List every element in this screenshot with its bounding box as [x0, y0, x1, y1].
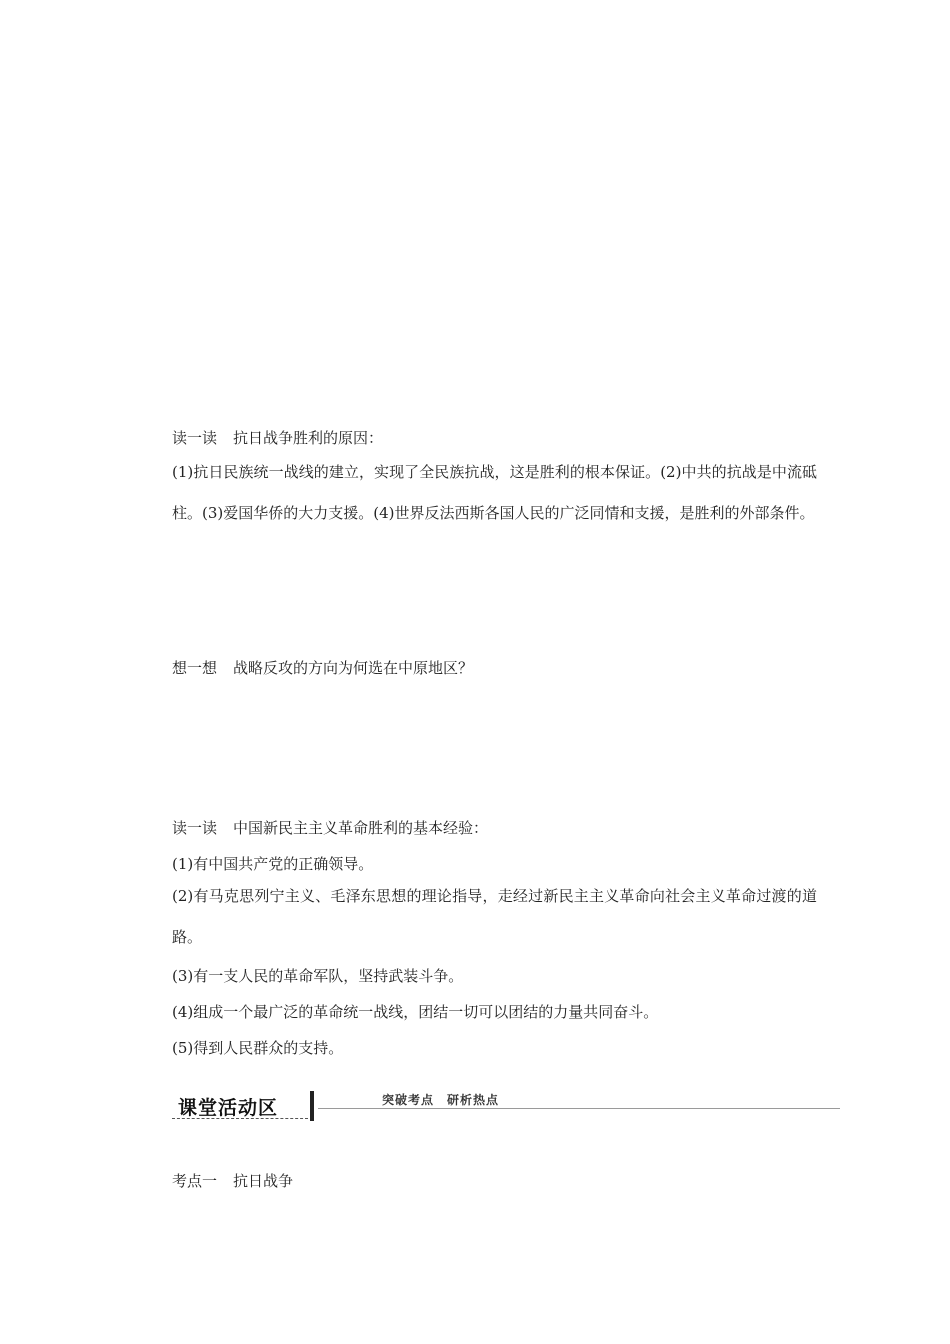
banner-rule-line	[318, 1108, 840, 1109]
section-label: 想一想	[172, 659, 218, 677]
section-title: 抗日战争胜利的原因：	[233, 429, 384, 447]
section-heading	[172, 428, 383, 448]
list-item: (3)有一支人民的革命军队，坚持武装斗争。	[172, 967, 464, 985]
paragraph: (1)抗日民族统一战线的建立，实现了全民族抗战，这是胜利的根本保证。(2)中共的抗战是中流砥柱。(3)爱国华侨的大力支援。(4)世界反法西斯各国人民的广泛同情和支援，是胜利的外部条件。	[172, 463, 817, 522]
section-title: 抗日战争	[233, 1172, 294, 1190]
banner-divider-bar	[310, 1091, 314, 1121]
section-question: 战略反攻的方向为何选在中原地区？	[233, 659, 474, 677]
list-item: (1)有中国共产党的正确领导。	[172, 855, 374, 873]
list-item: (2)有马克思列宁主义、毛泽东思想的理论指导，走经过新民主主义革命向社会主义革命过渡的道路。	[172, 887, 817, 946]
banner-dashed-underline	[172, 1118, 308, 1119]
banner-title: 课堂活动区	[178, 1097, 279, 1119]
list-item: (5)得到人民群众的支持。	[172, 1039, 344, 1057]
banner-subtitle: 突破考点 研析热点	[382, 1093, 500, 1107]
section-heading	[172, 818, 488, 838]
section-heading	[172, 1171, 293, 1191]
section-label: 读一读	[172, 819, 218, 837]
list-item: (4)组成一个最广泛的革命统一战线，团结一切可以团结的力量共同奋斗。	[172, 1003, 659, 1021]
section-banner	[172, 1089, 840, 1123]
section-heading	[172, 658, 473, 678]
section-title: 中国新民主主义革命胜利的基本经验：	[233, 819, 489, 837]
section-label: 考点一	[172, 1172, 218, 1190]
section-label: 读一读	[172, 429, 218, 447]
